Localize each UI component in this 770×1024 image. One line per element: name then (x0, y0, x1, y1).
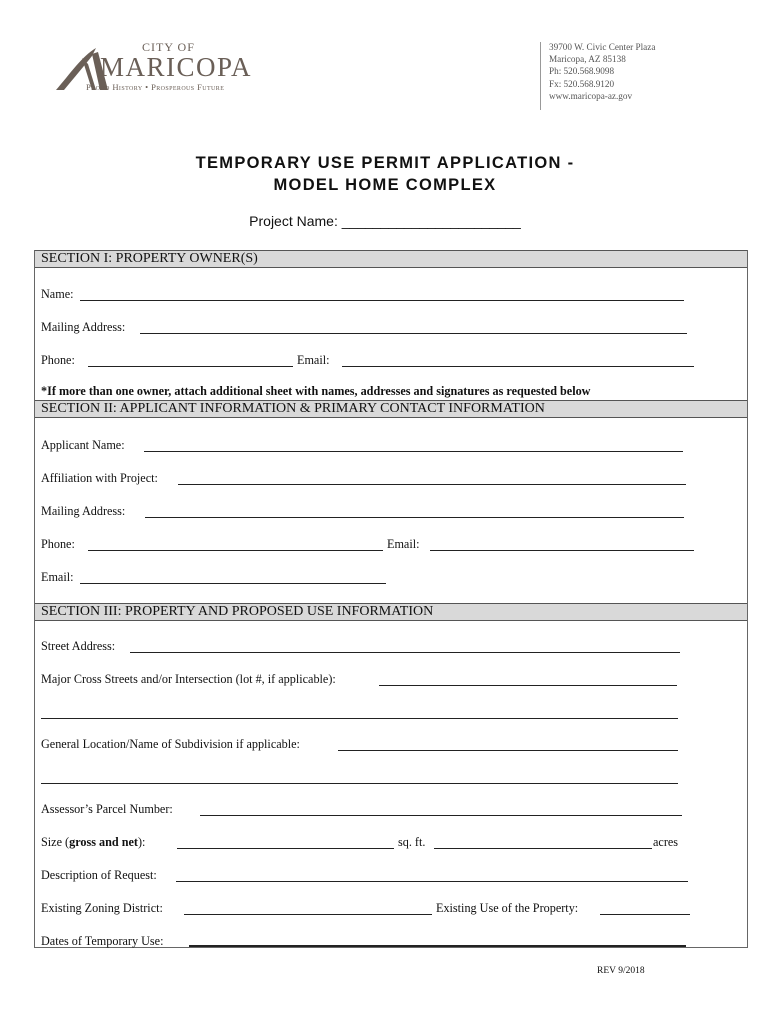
general-location-field-line2[interactable] (41, 783, 678, 784)
section3-heading: SECTION III: PROPERTY AND PROPOSED USE INFORMATION (35, 603, 747, 621)
contact-website: www.maricopa-az.gov (549, 90, 633, 101)
section1-heading: SECTION I: PROPERTY OWNER(S) (35, 250, 747, 268)
applicant-email2-label: Email: (41, 570, 74, 584)
street-address-field[interactable] (130, 652, 680, 653)
applicant-email-field[interactable] (430, 550, 694, 551)
owner-name-field[interactable] (80, 300, 684, 301)
size-sqft-field[interactable] (177, 848, 394, 849)
applicant-email-label: Email: (387, 537, 420, 551)
affiliation-field[interactable] (178, 484, 686, 485)
size-label-pre: Size ( (41, 835, 70, 849)
applicant-mailing-label: Mailing Address: (41, 504, 126, 518)
document-title (0, 152, 770, 196)
cross-streets-field-line2[interactable] (41, 718, 678, 719)
project-name-field[interactable]: Project Name: _______________________ (249, 213, 521, 229)
sqft-label: sq. ft. (398, 835, 426, 849)
contact-address-line1: 39700 W. Civic Center Plaza (549, 42, 656, 52)
size-label-post: ): (137, 835, 146, 849)
zoning-field[interactable] (184, 914, 432, 915)
city-logo (52, 40, 262, 96)
applicant-phone-label: Phone: (41, 537, 75, 551)
parcel-number-field[interactable] (200, 815, 682, 816)
applicant-name-label: Applicant Name: (41, 438, 125, 452)
size-label (41, 835, 145, 850)
description-label: Description of Request: (41, 868, 157, 882)
title-line1: TEMPORARY USE PERMIT APPLICATION - (195, 154, 575, 172)
applicant-mailing-field[interactable] (145, 517, 684, 518)
cross-streets-field[interactable] (379, 685, 677, 686)
title-line2: MODEL HOME COMPLEX (273, 176, 497, 194)
applicant-email2-field[interactable] (80, 583, 386, 584)
contact-address-line2: Maricopa, AZ 85138 (549, 54, 626, 65)
acres-label: acres (653, 835, 679, 849)
existing-use-label: Existing Use of the Property: (436, 901, 579, 915)
description-field[interactable] (176, 881, 688, 882)
logo-tagline: Proud History • Prosperous Future (86, 82, 225, 92)
multiple-owner-note: *If more than one owner, attach additional sheet with names, addresses and signatures as requested below (41, 384, 591, 398)
size-label-bold: gross and net (69, 835, 138, 849)
logo-name-text: MARICOPA (100, 52, 253, 82)
owner-name-label: Name: (41, 287, 74, 301)
contact-fax: Fx: 520.568.9120 (549, 78, 615, 89)
affiliation-label: Affiliation with Project: (41, 471, 158, 485)
owner-email-field[interactable] (342, 366, 694, 367)
applicant-name-field[interactable] (144, 451, 683, 452)
general-location-field[interactable] (338, 750, 678, 751)
owner-phone-label: Phone: (41, 353, 75, 367)
applicant-phone-field[interactable] (88, 550, 383, 551)
section2-heading: SECTION II: APPLICANT INFORMATION & PRIMARY CONTACT INFORMATION (35, 400, 747, 418)
revision-label: REV 9/2018 (597, 966, 645, 976)
contact-phone: Ph: 520.568.9098 (549, 66, 615, 77)
parcel-number-label: Assessor’s Parcel Number: (41, 802, 173, 816)
street-address-label: Street Address: (41, 639, 116, 653)
cross-streets-label: Major Cross Streets and/or Intersection (lot #, if applicable): (41, 672, 336, 686)
header-divider (540, 42, 541, 110)
owner-phone-field[interactable] (88, 366, 293, 367)
contact-block (549, 41, 655, 102)
logo-city-text: CITY OF (142, 40, 195, 54)
zoning-label: Existing Zoning District: (41, 901, 163, 915)
owner-mailing-label: Mailing Address: (41, 320, 126, 334)
general-location-label: General Location/Name of Subdivision if applicable: (41, 737, 300, 751)
size-acres-field[interactable] (434, 848, 652, 849)
existing-use-field[interactable] (600, 914, 690, 915)
dates-field[interactable] (189, 945, 686, 947)
dates-label: Dates of Temporary Use: (41, 934, 164, 948)
owner-mailing-field[interactable] (140, 333, 687, 334)
owner-email-label: Email: (297, 353, 330, 367)
